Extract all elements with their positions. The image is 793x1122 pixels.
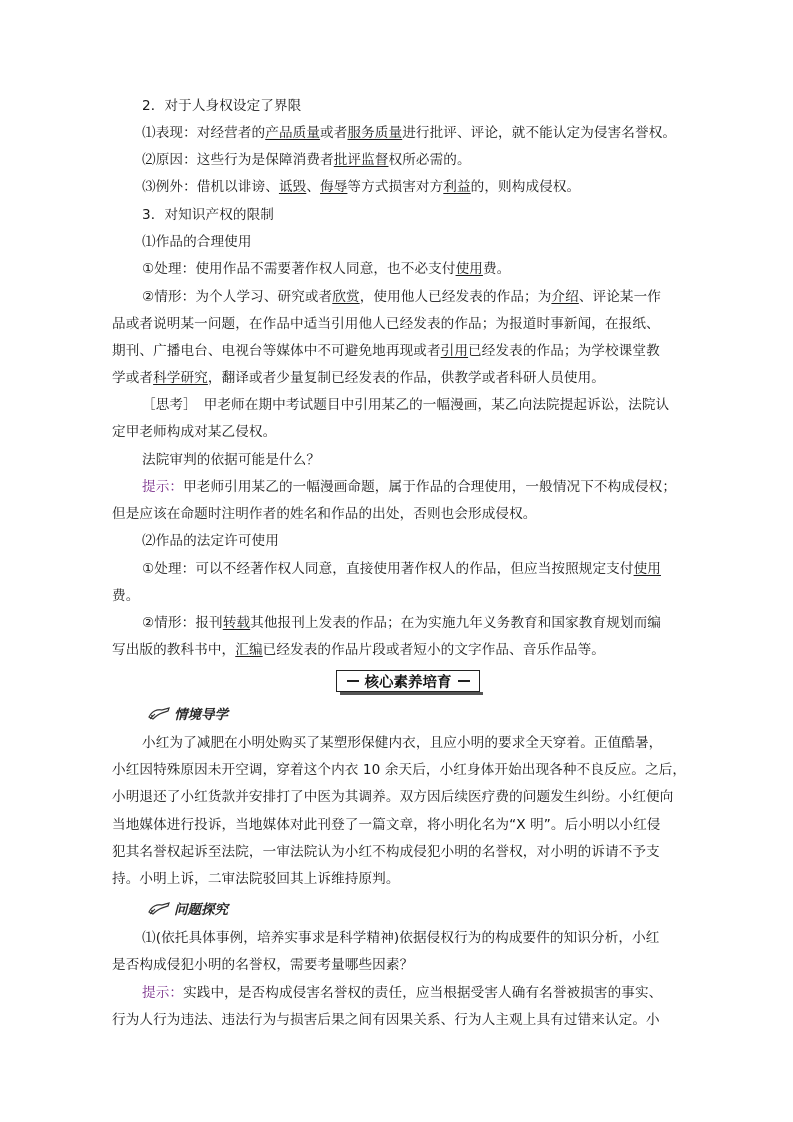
text-line: ［思考］ 甲老师在期中考试题目中引用某乙的一幅漫画，某乙向法院提起诉讼，法院认 [142,397,670,413]
text-line: 品或者说明某一问题，在作品中适当引用他人已经发表的作品；为报道时事新闻，在报纸、 [112,316,660,332]
text-line: 当地媒体进行投诉，当地媒体对此刊登了一篇文章，将小明化名为“X 明”。后小明以小红侵 [112,817,661,833]
tip-line: 提示：甲老师引用某乙的一幅漫画命题，属于作品的合理使用，一般情况下不构成侵权； [142,479,677,495]
banner-title: 核心素养培育 [364,674,452,691]
text-line: 小红为了减肥在小明处购买了某塑形保健内衣，且应小明的要求全天穿着。正值酷暑， [142,735,663,751]
section-heading-scenario [147,703,228,723]
tip-label: 提示： [142,479,184,495]
banner-right-bar [458,680,470,682]
text-line: 期刊、广播电台、电视台等媒体中不可避免地再现或者引用已经发表的作品；为学校课堂教 [112,343,660,359]
section-title: 情境导学 [174,707,228,723]
text-line: ⑴作品的合理使用 [142,234,252,250]
section-title: 问题探究 [174,902,228,918]
text-line: ②情形：报刊转载其他报刊上发表的作品；在为实施九年义务教育和国家教育规划而编 [142,615,661,631]
text-line: 定甲老师构成对某乙侵权。 [112,424,277,440]
question-line: 是否构成侵犯小明的名誉权，需要考量哪些因素？ [112,957,414,973]
text-line: 写出版的教科书中，汇编已经发表的作品片段或者短小的文字作品、音乐作品等。 [112,642,605,658]
text-line: 费。 [112,588,140,604]
text-line: ⑵作品的法定许可使用 [142,533,279,549]
text-line: ⑴(依托具体事例，培养实事求是科学精神)依据侵权行为的构成要件的知识分析，小红 [142,930,660,946]
heading-personal-rights: 2．对于人身权设定了界限 [142,98,302,114]
text-line: 持。小明上诉，二审法院驳回其上诉维持原判。 [112,871,400,887]
tip-line: 提示：实践中，是否构成侵害名誉权的责任，应当根据受害人确有名誉被损害的事实、 [142,985,663,1001]
text-line: ②情形：为个人学习、研究或者欣赏，使用他人已经发表的作品；为介绍、评论某一作 [142,289,661,305]
banner-left-bar [347,680,359,682]
pen-hand-icon [147,900,171,916]
tip-label: 提示： [142,985,184,1001]
text-line: ①处理：可以不经著作权人同意，直接使用著作权人的作品，但应当按照规定支付使用 [142,561,661,577]
text-line: 犯其名誉权起诉至法院，一审法院认为小红不构成侵犯小明的名誉权，对小明的诉请不予支 [112,844,660,860]
heading-ip-limits: 3．对知识产权的限制 [142,207,274,223]
text-line: ①处理：使用作品不需要著作权人同意，也不必支付使用费。 [142,261,511,277]
text-line: 但是应该在命题时注明作者的姓名和作品的出处，否则也会形成侵权。 [112,506,537,522]
text-line: ⑵原因：这些行为是保障消费者批评监督权所必需的。 [142,152,471,168]
pen-hand-icon [147,705,171,721]
text-line: ⑴表现：对经营者的产品质量或者服务质量进行批评、评论，就不能认定为侵害名誉权。 [142,125,677,141]
text-line: ⑶例外：借机以诽谤、诋毁、侮辱等方式损害对方利益的，则构成侵权。 [142,179,581,195]
question-line: 法院审判的依据可能是什么？ [142,452,321,468]
section-heading-inquiry [147,898,228,918]
text-line: 学或者科学研究，翻译或者少量复制已经发表的作品，供教学或者科研人员使用。 [112,370,605,386]
section-banner [336,670,480,692]
text-line: 小明退还了小红货款并安排打了中医为其调养。双方因后续医疗费的问题发生纠纷。小红便向 [112,789,674,805]
text-line: 行为人行为违法、违法行为与损害后果之间有因果关系、行为人主观上具有过错来认定。小 [112,1012,660,1028]
text-line: 小红因特殊原因未开空调，穿着这个内衣 10 余天后，小红身体开始出现各种不良反应。之后， [112,762,687,778]
